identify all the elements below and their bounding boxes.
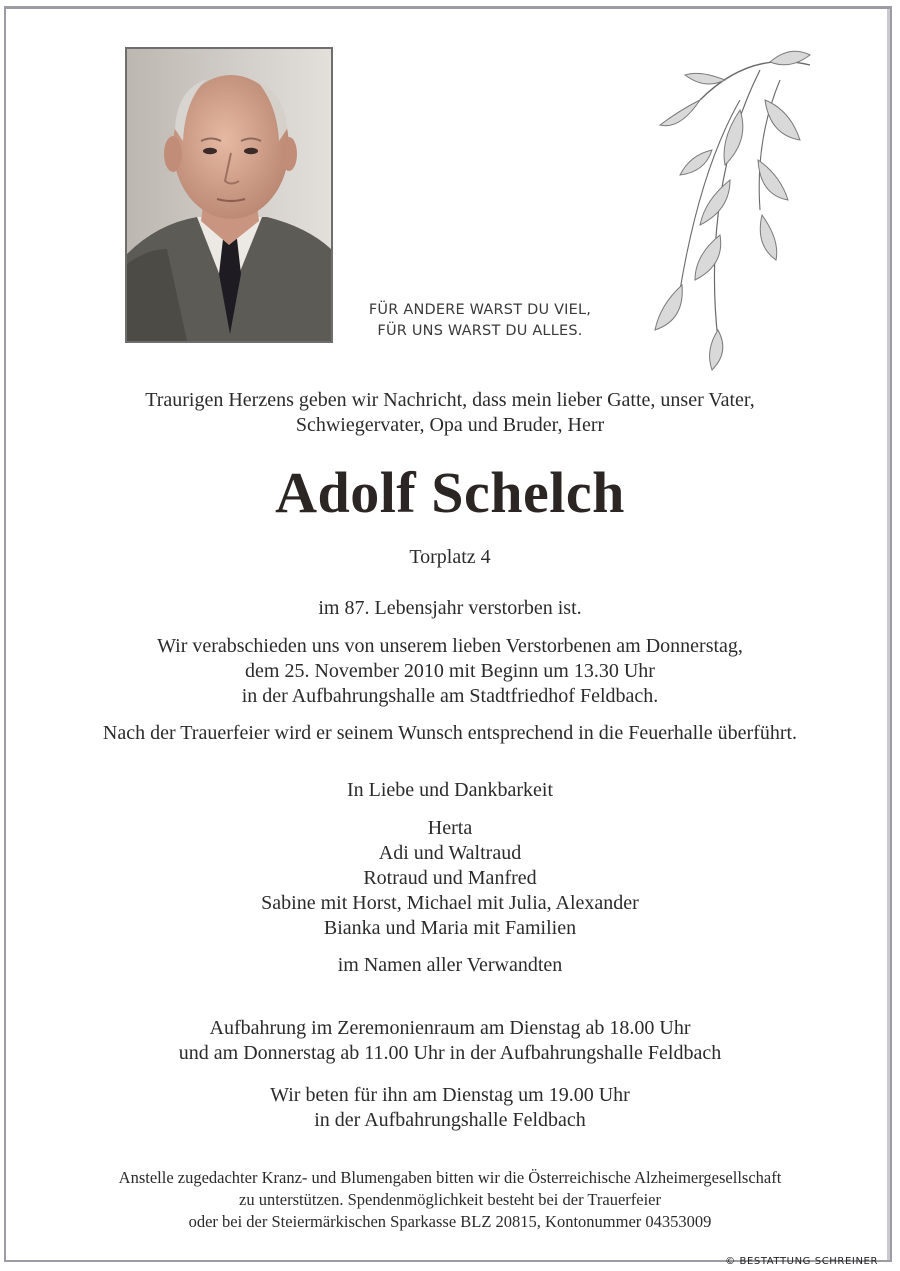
prayer-line-2: in der Aufbahrungshalle Feldbach (314, 1109, 586, 1131)
intro-text (0, 388, 900, 438)
intro-line-2: Schwiegervater, Opa und Bruder, Herr (295, 414, 605, 436)
branch-illustration (640, 40, 820, 380)
donation-line-2: zu unterstützen. Spendenmöglichkeit besteht bei der Trauerfeier (239, 1190, 661, 1209)
age-line (0, 596, 900, 621)
deceased-name: Adolf Schelch (275, 460, 625, 525)
motto (320, 300, 640, 342)
donation-text (0, 1167, 900, 1233)
mourner: Adi und Waltraud (378, 842, 522, 864)
copyright-notice: © BESTATTUNG SCHREINER (725, 1256, 878, 1267)
cremation-text (0, 721, 900, 746)
address-line: Torplatz 4 (409, 546, 491, 568)
prayer-text (0, 1083, 900, 1133)
mourner: Herta (427, 817, 473, 839)
viewing-line-2: und am Donnerstag ab 11.00 Uhr in der Aufbahrungshalle Feldbach (178, 1042, 722, 1064)
cremation-line: Nach der Trauerfeier wird er seinem Wunsch entsprechend in die Feuerhalle überführt. (102, 722, 798, 744)
farewell-line-2: dem 25. November 2010 mit Beginn um 13.30 Uhr (245, 660, 655, 682)
prayer-line-1: Wir beten für ihn am Dienstag um 19.00 Uhr (270, 1084, 630, 1106)
mourner: Bianka und Maria mit Familien (323, 917, 577, 939)
closing-text (0, 778, 900, 803)
portrait-photo (125, 47, 333, 343)
farewell-line-1: Wir verabschieden uns von unserem lieben Verstorbenen am Donnerstag, (157, 635, 743, 657)
motto-line-2: FÜR UNS WARST DU ALLES. (377, 323, 583, 339)
donation-line-1: Anstelle zugedachter Kranz- und Blumengaben bitten wir die Österreichische Alzheimergesellschaft (118, 1168, 782, 1187)
donation-line-3: oder bei der Steiermärkischen Sparkasse BLZ 20815, Kontonummer 04353009 (188, 1212, 712, 1231)
closing-line: In Liebe und Dankbarkeit (346, 779, 554, 801)
address (0, 545, 900, 570)
relatives-line: im Namen aller Verwandten (337, 954, 563, 976)
mourner: Sabine mit Horst, Michael mit Julia, Alexander (261, 892, 639, 914)
viewing-line-1: Aufbahrung im Zeremonienraum am Dienstag ab 18.00 Uhr (209, 1017, 691, 1039)
viewing-text (0, 1016, 900, 1066)
motto-line-1: FÜR ANDERE WARST DU VIEL, (368, 302, 592, 318)
relatives-text (0, 953, 900, 978)
intro-line-1: Traurigen Herzens geben wir Nachricht, dass mein lieber Gatte, unser Vater, (145, 389, 755, 411)
age-text: im 87. Lebensjahr verstorben ist. (318, 597, 582, 619)
farewell-line-3: in der Aufbahrungshalle am Stadtfriedhof Feldbach. (241, 685, 659, 707)
mourner: Rotraud und Manfred (363, 867, 537, 889)
mourners-list (0, 816, 900, 941)
farewell-text (0, 634, 900, 709)
